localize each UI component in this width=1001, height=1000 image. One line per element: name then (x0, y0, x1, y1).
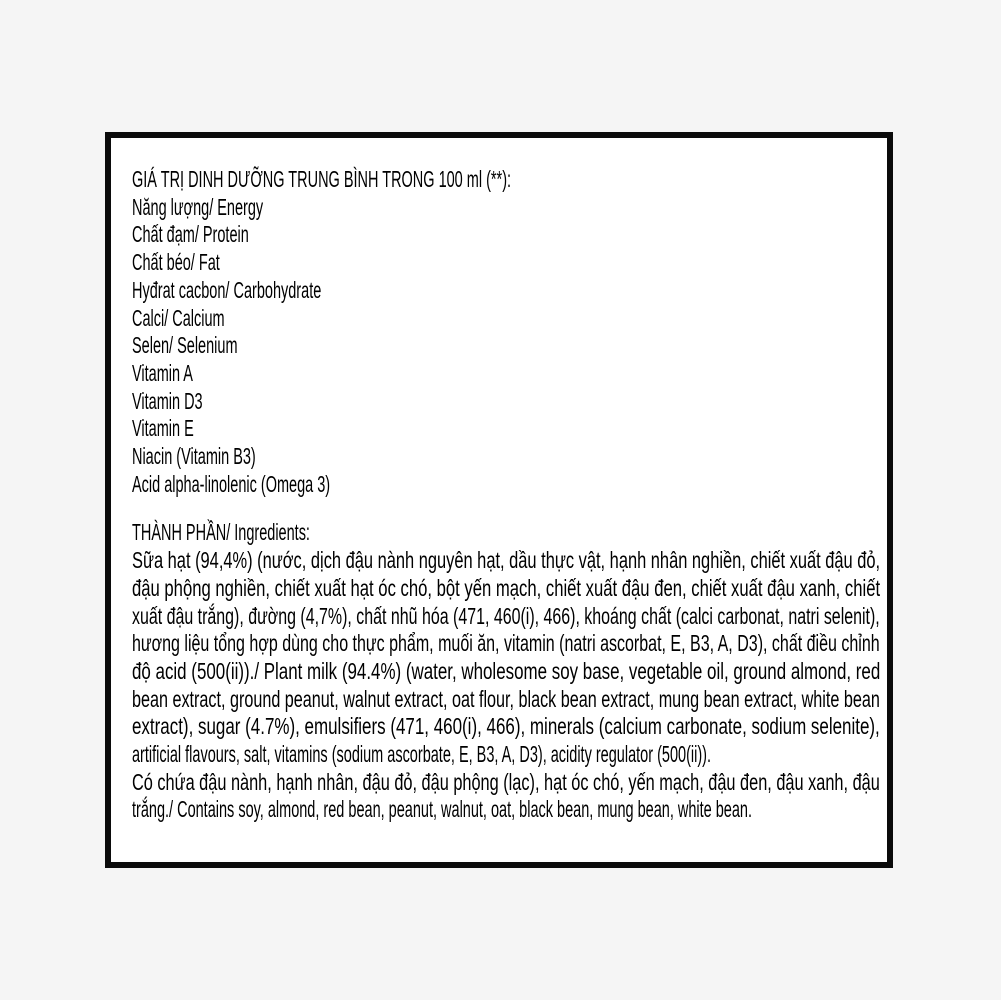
nutrition-item-vitamin-e: Vitamin E (132, 415, 194, 442)
ingredients-line: bean extract, ground peanut, walnut extract, oat flour, black bean extract, mung bean extract, white bean (132, 685, 880, 712)
ingredients-line: xuất đậu trắng), đường (4,7%), chất nhũ hóa (471, 460(i), 466), khoáng chất (calci carbonat, natri selenit), (132, 602, 880, 629)
ingredients-line: độ acid (500(ii))./ Plant milk (94.4%) (water, wholesome soy base, vegetable oil, ground almond, red (132, 657, 881, 684)
nutrition-item-niacin: Niacin (Vitamin B3) (132, 443, 256, 470)
nutrition-item-vitamin-d3: Vitamin D3 (132, 387, 203, 414)
nutrition-item-omega-3: Acid alpha-linolenic (Omega 3) (132, 470, 331, 497)
nutrition-item-carbohydrate: Hyđrat cacbon/ Carbohydrate (132, 276, 322, 303)
ingredients-line: Sữa hạt (94,4%) (nước, dịch đậu nành nguyên hạt, dầu thực vật, hạnh nhân nghiền, chiết xuất đậu đỏ, (132, 547, 881, 574)
ingredients-heading: THÀNH PHẦN/ Ingredients: (132, 519, 310, 546)
nutrition-item-vitamin-a: Vitamin A (132, 359, 193, 386)
nutrition-item-selenium: Selen/ Selenium (132, 332, 238, 359)
ingredients-line: hương liệu tổng hợp dùng cho thực phẩm, muối ăn, vitamin (natri ascorbat, E, B3, A, D3), chất điều chỉnh (132, 630, 880, 657)
nutrition-item-protein: Chất đạm/ Protein (132, 221, 249, 248)
label-content (111, 138, 887, 824)
nutrition-item-energy: Năng lượng/ Energy (132, 193, 264, 220)
nutrition-item-fat: Chất béo/ Fat (132, 249, 220, 276)
allergen-statement-line: trắng./ Contains soy, almond, red bean, peanut, walnut, oat, black bean, mung bean, white bean. (132, 796, 752, 823)
nutrition-label-panel (105, 132, 893, 868)
ingredients-line: artificial flavours, salt, vitamins (sodium ascorbate, E, B3, A, D3), acidity regulator (500(ii)). (132, 741, 712, 768)
nutrition-heading: GIÁ TRỊ DINH DƯỠNG TRUNG BÌNH TRONG 100 ml (**): (132, 166, 512, 192)
ingredients-line: extract), sugar (4.7%), emulsifiers (471, 460(i), 466), minerals (calcium carbonate, sodium selenite), (132, 713, 880, 740)
nutrition-item-calcium: Calci/ Calcium (132, 304, 225, 331)
allergen-statement-line: Có chứa đậu nành, hạnh nhân, đậu đỏ, đậu phộng (lạc), hạt óc chó, yến mạch, đậu đen, đậu xanh, đậu (132, 768, 880, 795)
ingredients-line: đậu phộng nghiền, chiết xuất hạt óc chó, bột yến mạch, chiết xuất đậu đen, chiết xuất đậu xanh, chiết (132, 574, 881, 601)
